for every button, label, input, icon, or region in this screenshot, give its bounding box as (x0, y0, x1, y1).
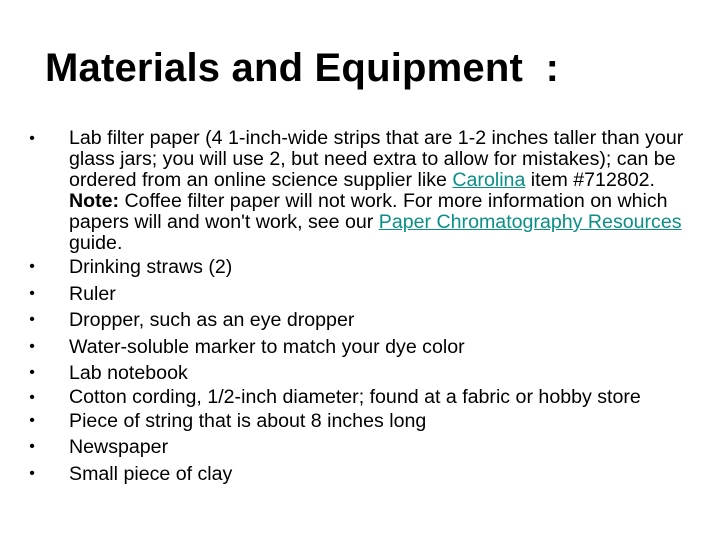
item-text: Lab filter paper (4 1-inch-wide strips that are 1-2 inches taller than your glass jars; you will use 2, but need extra to allow for mistakes); can be ordered from an online science supplier like (69, 127, 684, 191)
item-text: Piece of string that is about 8 inches long (69, 409, 427, 432)
bullet-icon: • (29, 411, 35, 429)
item-text: Coffee filter paper will not work. For more information on which papers will and won't work, see our (69, 190, 668, 233)
bullet-icon: • (29, 438, 35, 455)
bullet-icon: • (29, 258, 35, 275)
item-text: Cotton cording, 1/2-inch diameter; found at a fabric or hobby store (69, 385, 641, 408)
bullet-icon: • (29, 284, 35, 302)
bullet-icon: • (29, 364, 35, 381)
item-text: guide. (69, 232, 123, 254)
item-text: Small piece of clay (69, 462, 233, 485)
list-item (25, 434, 695, 461)
bullet-icon: • (29, 337, 35, 355)
slide-title: Materials and Equipment : (45, 46, 560, 90)
bullet-icon: • (29, 464, 35, 482)
list-item (25, 281, 695, 308)
materials-list (25, 128, 695, 487)
paper-chromatography-resources-link[interactable]: Paper Chromatography Resources (378, 211, 682, 233)
list-item (25, 387, 695, 408)
item-text: Drinking straws (2) (69, 256, 233, 278)
item-text: Water-soluble marker to match your dye color (69, 335, 465, 358)
item-text: Ruler (69, 282, 116, 305)
item-text: item #712802. (525, 169, 655, 191)
list-item-filter-paper (25, 128, 695, 254)
item-text: Newspaper (69, 436, 169, 458)
bullet-icon: • (29, 388, 35, 406)
bullet-icon: • (29, 311, 35, 328)
carolina-link[interactable]: Carolina (452, 169, 526, 191)
list-item (25, 360, 695, 387)
list-item (25, 307, 695, 334)
item-text: Lab notebook (69, 362, 188, 384)
list-item (25, 408, 695, 435)
item-text: Dropper, such as an eye dropper (69, 309, 355, 331)
bullet-icon: • (29, 130, 35, 147)
note-label: Note: (69, 190, 120, 212)
list-item (25, 461, 695, 488)
list-item (25, 254, 695, 281)
list-item (25, 334, 695, 361)
